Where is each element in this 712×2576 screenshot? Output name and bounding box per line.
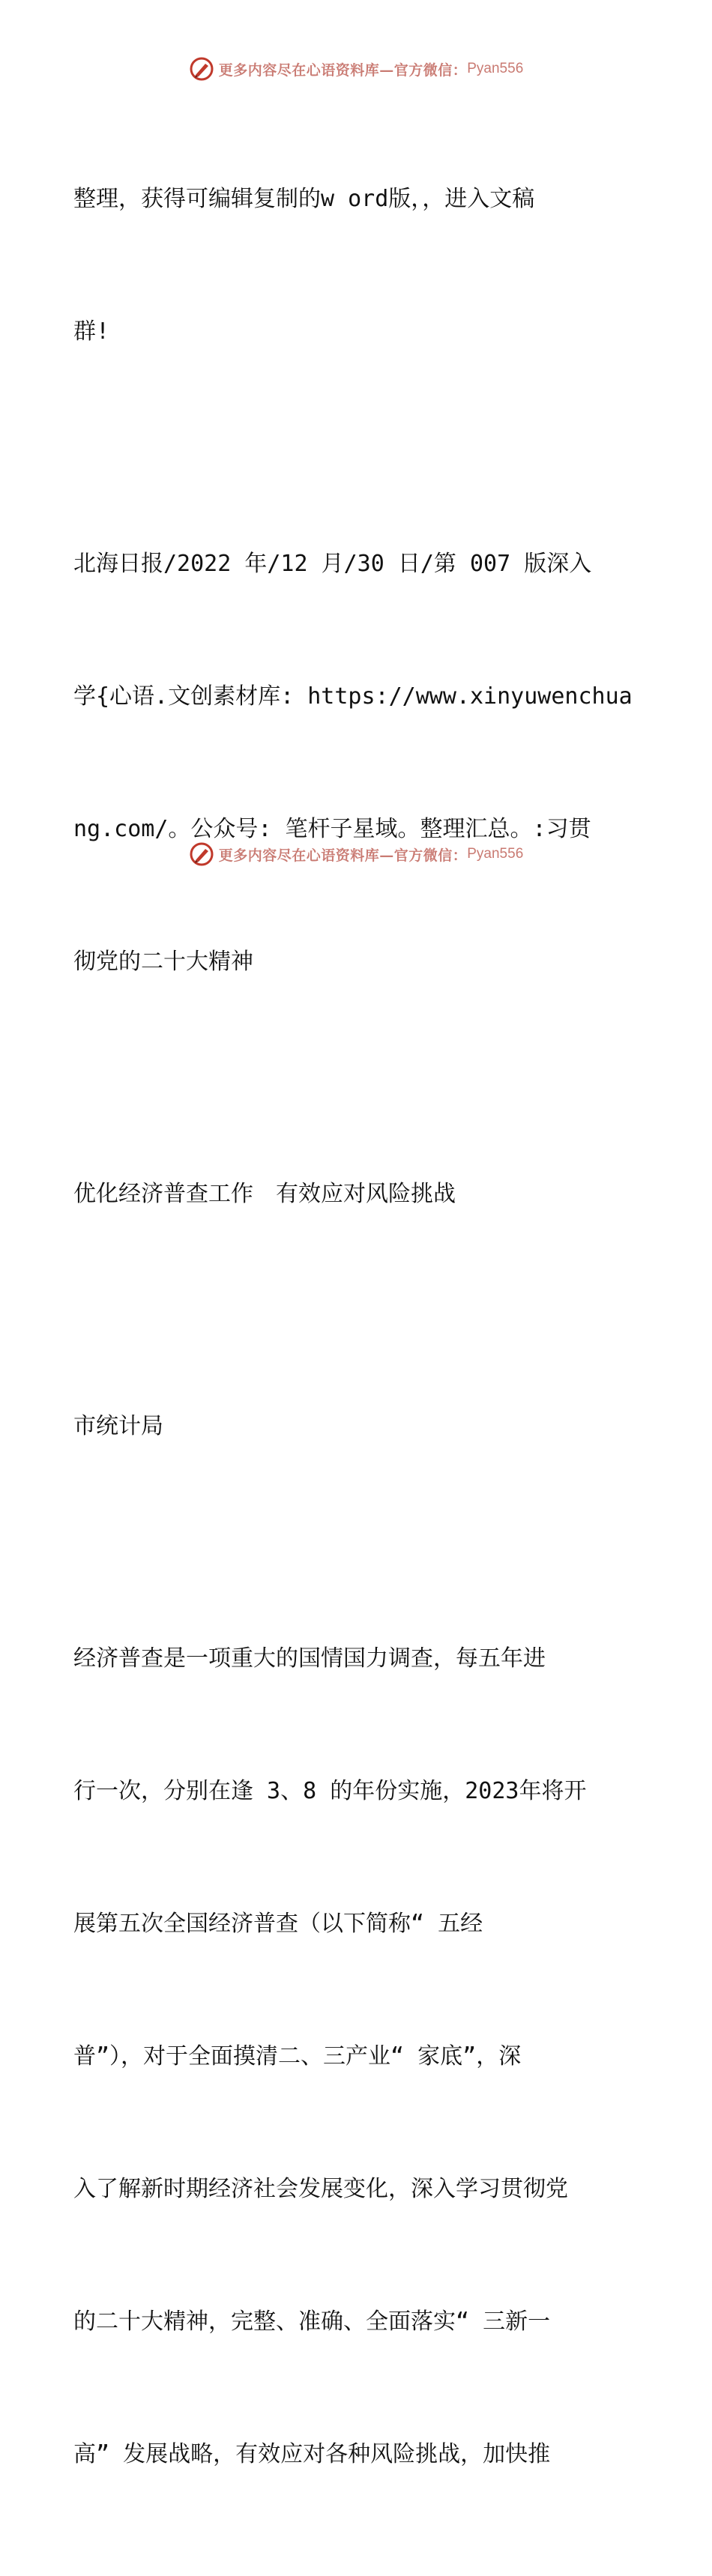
paragraph-body: [73, 1548, 643, 2565]
watermark-text: 更多内容尽在心语资料库—官方微信：: [218, 847, 468, 864]
pen-logo-icon: [189, 56, 214, 82]
paragraph-source: [73, 453, 643, 1072]
text-line: 市统计局: [73, 1413, 163, 1439]
watermark-text: 更多内容尽在心语资料库—官方微信：: [218, 61, 468, 79]
text-line: 彻党的二十大精神: [73, 949, 253, 975]
text-line: ng.com/。公众号: 笔杆子星域。整理汇总。:习贯: [73, 816, 591, 842]
watermark-wechat-id: Pyan556: [467, 61, 524, 76]
pen-logo-icon: [189, 841, 214, 867]
text-line: 普”），对于全面摸清二、三产业“ 家底”，深: [73, 2043, 522, 2069]
text-line: 学{心语.文创素材库: https://www.xinyuwenchua: [73, 683, 633, 710]
text-line: 整理，获得可编辑复制的w ord版，，进入文稿: [73, 186, 535, 212]
text-line: 北海日报/2022 年/12 月/30 日/第 007 版深入: [73, 551, 592, 577]
text-line: 行一次，分别在逢 3、8 的年份实施，2023年将开: [73, 1778, 587, 1804]
text-line: 的二十大精神，完整、准确、全面落实“ 三新一: [73, 2309, 551, 2335]
paragraph-intro: [73, 88, 643, 442]
article-title: [73, 1083, 643, 1304]
text-line: 经济普查是一项重大的国情国力调查，每五年进: [73, 1645, 546, 1672]
text-line: 高” 发展战略，有效应对各种风险挑战，加快推: [73, 2441, 551, 2467]
watermark-wechat-id: Pyan556: [467, 846, 524, 862]
text-line: 群!: [73, 318, 110, 345]
text-line: 入了解新时期经济社会发展变化，深入学习贯彻党: [73, 2176, 568, 2202]
text-line: 展第五次全国经济普查（以下简称“ 五经: [73, 1911, 483, 1937]
text-line: 优化经济普查工作 有效应对风险挑战: [73, 1181, 456, 1207]
article-author: [73, 1316, 643, 1537]
header-watermark: [0, 52, 712, 85]
document-body: [73, 88, 643, 2576]
footer-watermark: [0, 838, 712, 871]
